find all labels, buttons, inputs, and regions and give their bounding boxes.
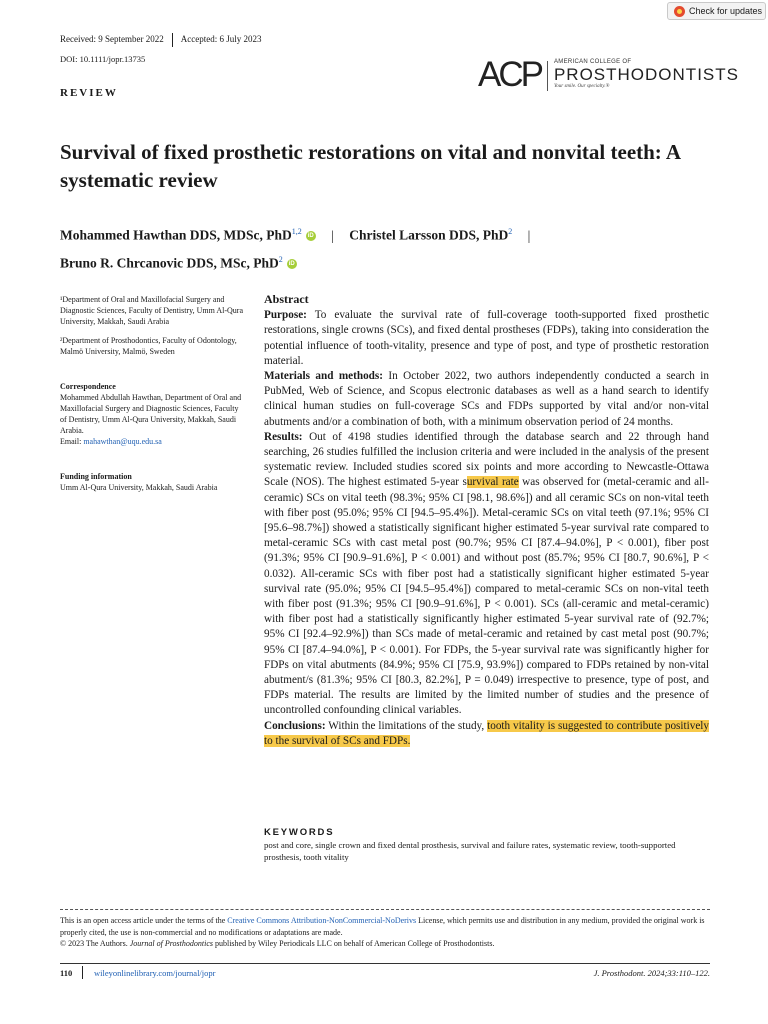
author-name[interactable]: Mohammed Hawthan DDS, MDSc, PhD [60,227,292,243]
copyright-text [60,938,710,950]
email-label: Email: [60,437,84,446]
author-affiliation-ref[interactable]: 2 [278,254,283,264]
acp-logo [478,55,739,94]
abstract-results [264,430,709,719]
author-name[interactable]: Christel Larsson DDS, PhD [349,227,509,243]
received-date: Received: 9 September 2022 [60,34,164,45]
abstract-methods [264,369,709,430]
results-text-cont: was observed for (metal-ceramic and all-ceramic) SCs on vital teeth (98.3%; 95% CI [98.1, 98.6%]) and all ceramic SCs on non-vital teeth with fiber post (95.0%; 95% CI [94.5–95.4%]). Metal-ceramic SCs on vital teeth (97.1%; 95% CI [95.6–98.7%]) showed a statistically significant higher estimated 5-year survival rate compared to metal-ceramic SCs with cast metal post (90.7%; 95% CI [87.4–94.0%], P < 0.001), fiber post (91.3%; 95% CI [90.9–91.6%], P < 0.001) and without post (85.7%; 95% CI [80.7, 90.6%], P < 0.032). All-ceramic SCs with fiber post had a statistically significant higher estimated 5-year survival rate (95.0%; 95% CI [94.5–95.4%]) compared to metal-ceramic SCs on non-vital teeth with fiber post (91.3%; 95% CI [90.9–91.6%], P < 0.001). SCs (all-ceramic and metal-ceramic) with fiber post had a statistically significantly higher estimated 5-year survival rate of (92.7%; 95% CI [92.4–92.9%]) than SCs made of metal-ceramic and retained by cast metal post (90.7%; 95% CI [87.4–94.0%], P < 0.001). For FDPs, the 5-year survival rate was significantly higher for FDPs on vital abutments (84.9%; 95% CI [75.9, 93.9%]) compared to FDPs retained by non-vital abutment/s (81.3%; 95% CI [80.3, 82.2%], P = 0.049) irrespective to presence, type of post, and FDPs material. The results are limited by the limited number of studies and the presence of uncontrolled confounding clinical variables. [264,476,709,717]
accepted-date: Accepted: 6 July 2023 [180,34,262,45]
author-name[interactable]: Bruno R. Chrcanovic DDS, MSc, PhD [60,255,279,270]
email-link[interactable]: mahawthan@uqu.edu.sa [83,437,162,446]
acp-logo-small: AMERICAN COLLEGE OF [553,59,632,65]
crossmark-icon [674,6,685,17]
license-text-end: License, which permits use and distribution in any medium, provided the original work is properly cited, the use is non-commercial and no modifications or adaptations are made. [60,916,705,937]
highlighted-text[interactable]: urvival rate [466,476,519,489]
license-text-start: This is an open access article under the terms of the [60,916,228,925]
left-sidebar [60,294,245,501]
conclusions-label: Conclusions: [264,719,326,732]
funding-text: Umm Al-Qura University, Makkah, Saudi Arabia [60,483,218,492]
date-divider [172,33,173,47]
author-affiliation-ref[interactable]: 2 [508,227,513,236]
author-list [60,220,720,275]
affiliation: ¹Department of Oral and Maxillofacial Surgery and Diagnostic Sciences, Faculty of Dentistry, Umm Al-Qura University, Makkah, Saudi Arabia [60,295,243,326]
correspondence-text: Mohammed Abdullah Hawthan, Department of Oral and Maxillofacial Surgery and Diagnostic Sciences, Faculty of Dentistry, Umm Al-Qura University, Makkah, Saudi Arabia. [60,393,242,435]
license-text [60,915,710,938]
copyright-end: published by Wiley Periodicals LLC on behalf of American College of Prosthodontists. [212,939,495,948]
bottom-rule [60,963,710,964]
orcid-icon[interactable]: iD [288,260,295,267]
journal-citation: J. Prosthodont. 2024;33:110–122. [593,968,710,978]
author-separator: | [527,227,531,243]
author-affiliation-ref[interactable]: 1,2 [291,227,302,236]
abstract-heading: Abstract [264,292,309,306]
license-block [60,915,710,950]
abstract [264,292,709,749]
affiliation: ²Department of Prosthodontics, Faculty of Odontology, Malmö University, Malmö, Sweden [60,336,237,356]
page-number: 110 [60,968,73,978]
abstract-conclusions [264,719,709,749]
orcid-icon[interactable]: iD [307,233,314,240]
check-for-updates-label: Check for updates [689,6,763,16]
license-link[interactable]: Creative Commons Attribution-NonCommercial-NoDerivs [227,916,417,925]
acp-logo-big: PROSTHODONTISTS [553,65,739,84]
article-title: Survival of fixed prosthetic restorations on vital and nonvital teeth: A systematic review [60,140,680,192]
methods-text: In October 2022, two authors independently conducted a search in PubMed, Web of Science, and Scopus electronic databases as well as a hand search to identify clinical human studies on full-coverage SCs and FDPs supported by vital and/or non-vital abutments and/or a combination of both, with a minimum observation period of 24 months. [264,370,710,428]
correspondence-heading: Correspondence [60,382,116,391]
correspondence-email-line [60,436,245,447]
footer-divider [60,909,710,910]
author-separator: | [331,227,334,243]
check-for-updates-button[interactable] [667,2,766,20]
keywords-text: post and core, single crown and fixed dental prosthesis, survival and failure rates, systematic review, tooth-supported prosthesis, tooth vitality [264,840,676,862]
journal-url-link[interactable]: wileyonlinelibrary.com/journal/jopr [94,968,216,978]
section-label: REVIEW [60,87,118,99]
copyright-journal: Journal of Prosthodontics [129,939,213,948]
results-label: Results: [264,430,303,443]
acp-logo-mark: ACP [478,55,541,94]
methods-label: Materials and methods: [264,370,383,383]
abstract-purpose [264,308,709,369]
copyright-start: © 2023 The Authors. [60,939,130,948]
results-text: Out of 4198 studies identified through the database search and 22 through hand searching, 26 studies fulfilled the inclusion criteria and were included in the analysis of the present systematic review. Included studies scored six points and more according to Newcastle-Ottawa Scale (NOS). The highest estimated 5-year s [264,430,709,489]
purpose-text: To evaluate the survival rate of full-coverage tooth-supported fixed prosthetic restorations, single crowns (SCs), and fixed dental prostheses (FDPs), taking into consideration the potential influence of tooth-vitality, presence and type of post, and type of prosthetic restoration material. [264,309,709,367]
funding-heading: Funding information [60,472,132,481]
conclusions-text: Within the limitations of the study, [328,719,488,732]
doi[interactable]: DOI: 10.1111/jopr.13735 [60,54,146,64]
dates-line [60,33,261,47]
acp-logo-tagline: Your smile. Our specialty.® [553,84,610,89]
keywords-heading: KEYWORDS [264,827,335,838]
logo-divider [547,61,548,91]
page-number-divider [82,966,83,979]
purpose-label: Purpose: [264,309,307,322]
highlighted-text[interactable]: tooth vitality is suggested to contribute positively to the survival of SCs and FDPs. [264,719,709,747]
